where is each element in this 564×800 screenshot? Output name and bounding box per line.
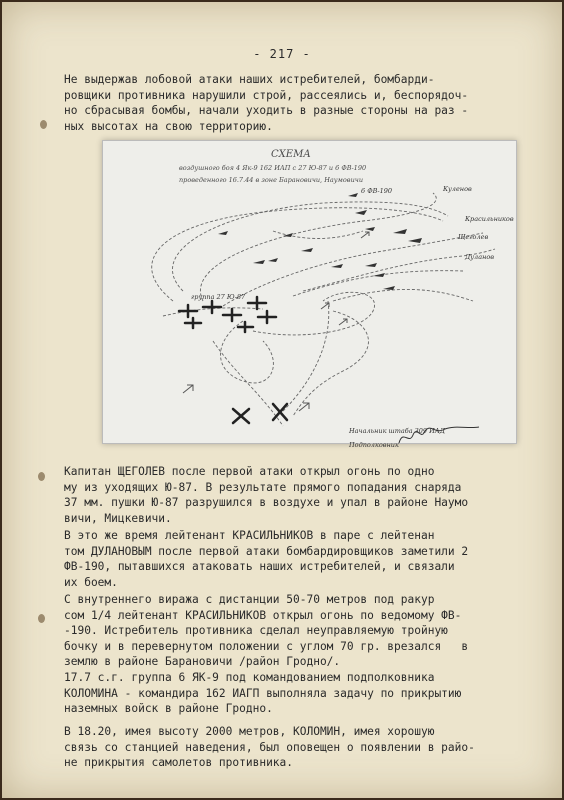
pilot-label-4: Дуланов [465, 253, 495, 261]
signature-title: Начальник штаба 309 ИАД [349, 427, 446, 435]
fw190-label: 6 ФВ-190 [361, 187, 392, 195]
aircraft-markers [218, 193, 422, 290]
flight-paths [152, 193, 495, 426]
paragraph: Не выдержав лобовой атаки наших истребителей, бомбарди- ровщики противника нарушили строй, рассеялись и, беспорядоч- но сбрасывая бомбы, начали уходить в разные стороны на раз - ных высотах на свою территорию. [64, 73, 469, 133]
signature-rank: Подполковник [349, 441, 399, 449]
group-label: группа 27 Ю-87 [191, 293, 246, 301]
paragraph: В 18.20, имея высоту 2000 метров, КОЛОМИН, имея хорошую связь со станцией наведения, был оповещен о появлении в райо- не прикрытия самолетов противника. [64, 725, 475, 769]
punch-hole [38, 614, 45, 623]
page-number: - 217 - [253, 47, 311, 61]
paragraph: С внутреннего виража с дистанции 50-70 метров под ракур сом 1/4 лейтенант КРАСИЛЬНИКОВ открыл огонь по ведомому ФВ- -190. Истребитель противника сделал неуправляемую тройную бочку и в перевернутом положении с углом 70 гр. врезался в землю в районе Барановичи /район Гродно/. [64, 593, 469, 668]
bomber-group [179, 297, 287, 423]
scheme-drawing [103, 141, 516, 449]
punch-hole [38, 472, 45, 481]
scheme-title: СХЕМА [271, 149, 311, 160]
punch-hole [40, 120, 47, 129]
document-page [2, 2, 562, 798]
paragraph: Капитан ЩЕГОЛЕВ после первой атаки открыл огонь по одно му из уходящих Ю-87. В результате прямого попадания снаряда 37 мм. пушки Ю-87 разрушился в воздухе и упал в районе Наумо вичи, Мицкевичи. [64, 465, 469, 525]
pilot-label-1: Куленов [443, 185, 472, 193]
paragraph: В это же время лейтенант КРАСИЛЬНИКОВ в паре с лейтенан том ДУЛАНОВЫМ после первой атаки бомбардировщиков заметили 2 ФВ-190, пытавшихся атаковать наших истребителей, и связали их боем. [64, 529, 469, 589]
battle-scheme-photo [102, 140, 517, 449]
scheme-subtitle: воздушного боя 4 Як-9 162 ИАП с 27 Ю-87 и 6 ФВ-190 [179, 164, 367, 172]
pilot-label-2: Красильников [465, 215, 514, 223]
pilot-label-3: Щеголев [458, 233, 489, 241]
paragraph: 17.7 с.г. группа 6 ЯК-9 под командованием подполковника КОЛОМИНА - командира 162 ИАГП выполняла задачу по прикрытию наземных войск в районе Гродно. [64, 671, 462, 715]
scheme-subtitle: проведенного 16.7.44 в зоне Барановичи, Наумовичи [179, 176, 364, 184]
